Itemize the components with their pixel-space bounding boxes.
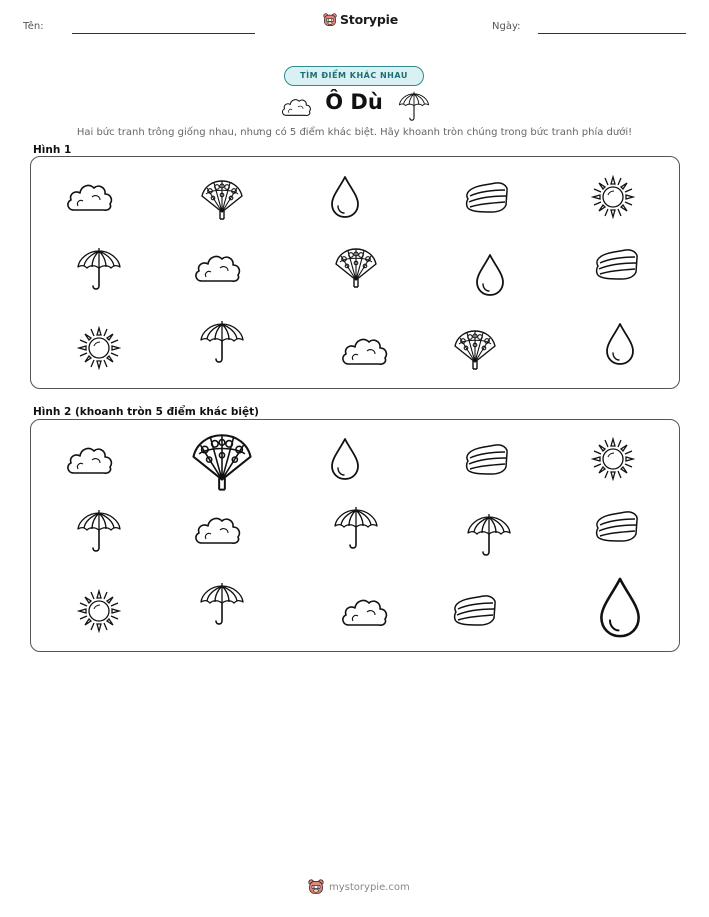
title-cloud-icon [280, 96, 312, 118]
cloud-icon[interactable] [192, 251, 242, 285]
drop-icon[interactable] [597, 576, 643, 639]
cloud-icon[interactable] [192, 513, 242, 547]
drop-icon[interactable] [329, 175, 361, 219]
footer [308, 879, 410, 895]
brand-logo [323, 12, 398, 27]
drop-icon[interactable] [604, 322, 636, 366]
instructions: Hai bức tranh trông giống nhau, nhưng có 5 điểm khác biệt. Hãy khoanh tròn chúng trong bức tranh phía dưới! [76, 127, 633, 138]
name-field-line[interactable] [72, 33, 255, 34]
fan-icon[interactable] [189, 431, 255, 491]
umbrella-icon[interactable] [333, 506, 379, 552]
page-title: Ô Dù [325, 90, 383, 114]
picture1-label: Hình 1 [33, 144, 72, 156]
umbrella-icon[interactable] [199, 320, 245, 366]
date-label: Ngày: [492, 21, 521, 32]
title-umbrella-icon [398, 91, 430, 123]
umbrella-icon[interactable] [466, 513, 512, 559]
brand-name: Storypie [340, 12, 398, 27]
towel-icon[interactable] [594, 510, 640, 544]
cloud-icon[interactable] [64, 180, 114, 214]
sun-icon[interactable] [591, 437, 635, 481]
towel-icon[interactable] [464, 181, 510, 215]
sun-icon[interactable] [77, 589, 121, 633]
fan-icon[interactable] [333, 246, 379, 288]
cloud-icon[interactable] [339, 334, 389, 368]
fan-icon[interactable] [199, 178, 245, 220]
bear-icon [323, 13, 337, 27]
umbrella-icon[interactable] [76, 509, 122, 555]
towel-icon[interactable] [452, 594, 498, 628]
sun-icon[interactable] [77, 326, 121, 370]
drop-icon[interactable] [329, 437, 361, 481]
cloud-icon[interactable] [339, 595, 389, 629]
umbrella-icon[interactable] [199, 582, 245, 628]
picture2-label: Hình 2 (khoanh tròn 5 điểm khác biệt) [33, 406, 259, 418]
towel-icon[interactable] [464, 443, 510, 477]
bear-icon [308, 879, 324, 895]
activity-badge: TÌM ĐIỂM KHÁC NHAU [284, 66, 424, 86]
drop-icon[interactable] [474, 253, 506, 297]
fan-icon[interactable] [452, 328, 498, 370]
cloud-icon[interactable] [64, 443, 114, 477]
date-field-line[interactable] [538, 33, 686, 34]
name-label: Tên: [23, 21, 44, 32]
footer-site[interactable]: mystorypie.com [329, 881, 410, 893]
towel-icon[interactable] [594, 248, 640, 282]
sun-icon[interactable] [591, 175, 635, 219]
umbrella-icon[interactable] [76, 247, 122, 293]
